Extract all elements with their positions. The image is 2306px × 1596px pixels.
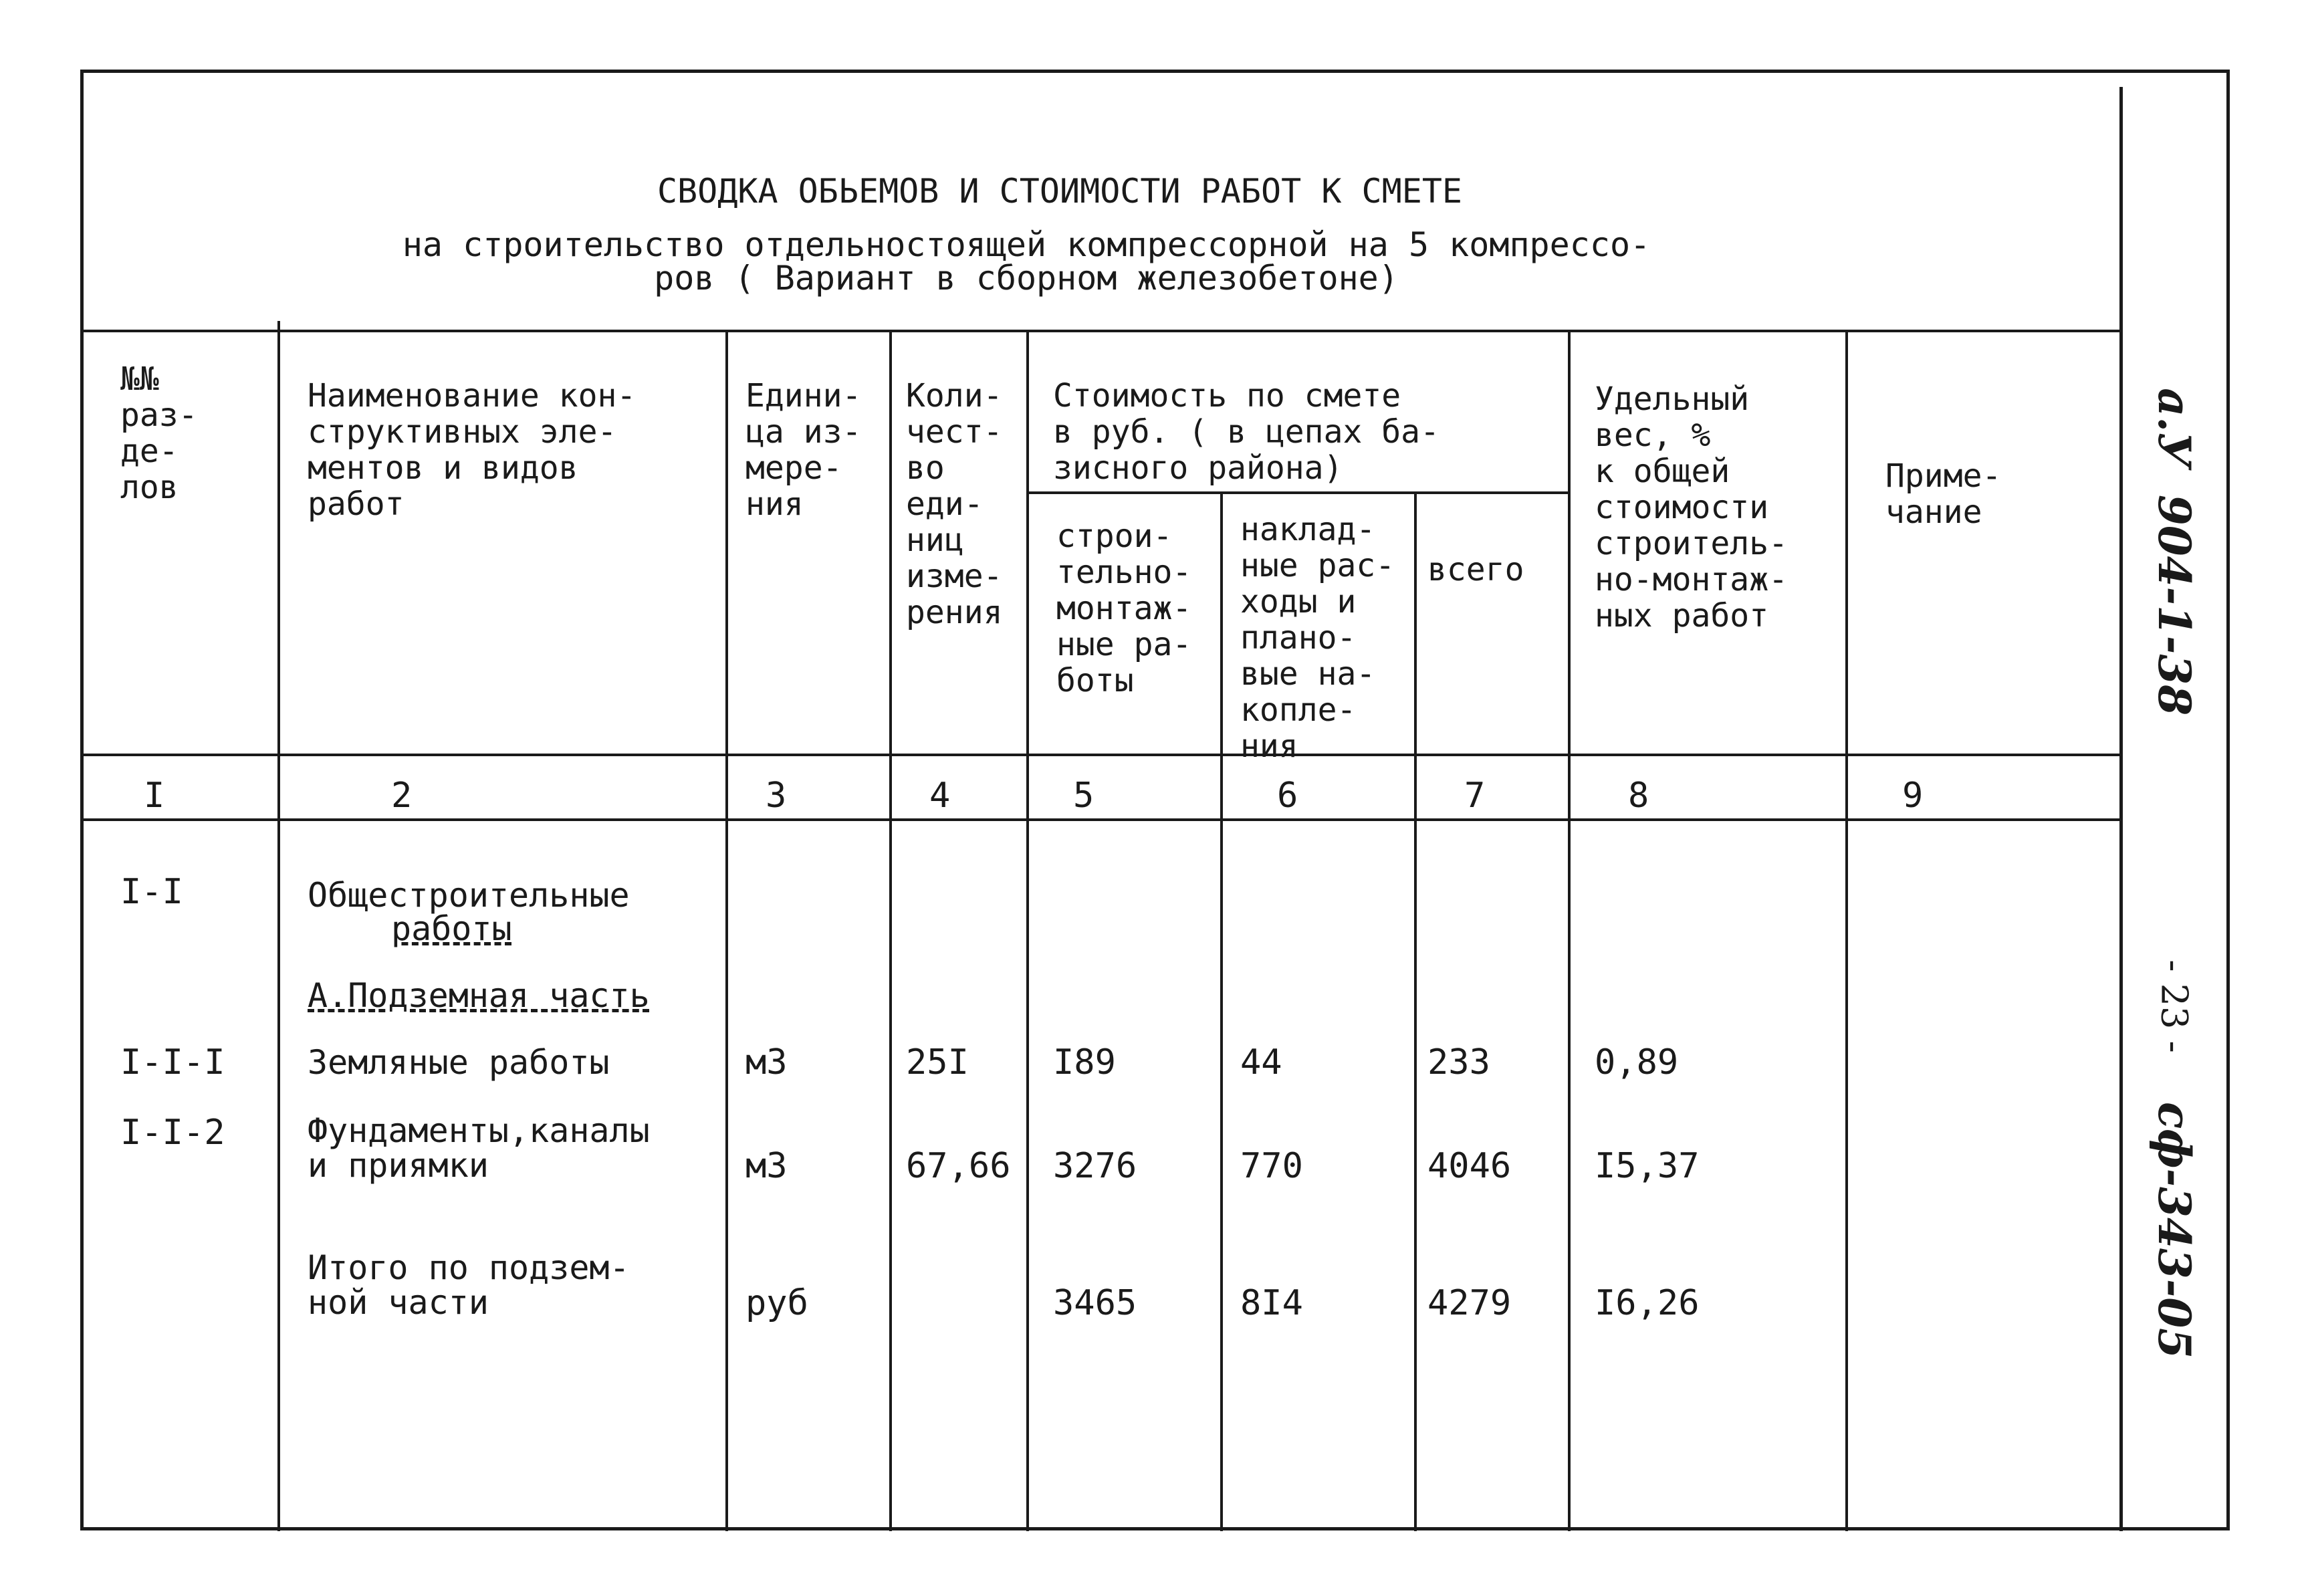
row-name: Итого по подзем- ной части: [308, 1248, 630, 1322]
row-overhead: 44: [1240, 1042, 1282, 1082]
row-construction-cost: 3465: [1053, 1283, 1137, 1323]
table-top-border: [82, 330, 2123, 332]
document-title: СВОДКА ОБЬЕМОВ И СТОИМОСТИ РАБОТ К СМЕТЕ: [657, 172, 1463, 211]
col-divider-6: [1414, 491, 1417, 1531]
col-divider-8: [1845, 330, 1848, 1531]
row-overhead: 770: [1240, 1146, 1303, 1186]
section-title-line2: работы: [391, 909, 512, 948]
col-divider-1: [277, 321, 280, 1531]
stamp-project-number: 904-1-38: [2148, 494, 2200, 716]
row-total: 4046: [1427, 1146, 1512, 1186]
column-number-3: 3: [766, 776, 787, 816]
header-total: всего: [1427, 551, 1524, 588]
row-unit: руб: [745, 1283, 808, 1323]
row-share: I5,37: [1595, 1146, 1700, 1186]
column-number-5: 5: [1073, 776, 1094, 816]
section-title-line1: Общестроительные: [308, 876, 630, 915]
header-element-name: Наименование кон- структивных эле- ментов и видов работ: [308, 377, 637, 523]
row-share: 0,89: [1595, 1042, 1679, 1082]
header-note: Приме- чание: [1885, 457, 2002, 531]
row-code: I-I-I: [120, 1042, 225, 1082]
stamp-series: а.У: [2148, 388, 2200, 468]
col-divider-7: [1568, 330, 1571, 1531]
row-construction-cost: I89: [1053, 1042, 1116, 1082]
header-overhead: наклад- ные рас- ходы и плано- вые на- копле- ния: [1240, 511, 1395, 765]
header-construction-cost: строи- тельно- монтаж- ные ра- боты: [1056, 518, 1192, 699]
stamp-page-number: - 23 -: [2153, 959, 2196, 1053]
header-bottom-border: [82, 754, 2123, 756]
section-code: I-I: [120, 872, 183, 912]
column-number-border: [82, 818, 2123, 821]
col-divider-2: [725, 330, 728, 1531]
column-number-1: I: [144, 776, 165, 816]
row-code: I-I-2: [120, 1113, 225, 1153]
header-share: Удельный вес, % к общей стоимости строитель- но-монтаж- ных работ: [1595, 380, 1788, 635]
row-name: Фундаменты,каналы и приямки: [308, 1111, 650, 1185]
document-subtitle-line2: ров ( Вариант в сборном железобетоне): [654, 259, 1399, 298]
row-quantity: 25I: [906, 1042, 969, 1082]
column-number-9: 9: [1902, 776, 1924, 816]
column-number-8: 8: [1628, 776, 1649, 816]
column-number-2: 2: [391, 776, 413, 816]
row-unit: м3: [745, 1042, 788, 1082]
row-quantity: 67,66: [906, 1146, 1011, 1186]
document-subtitle-line1: на строительство отдельностоящей компрессорной на 5 компрессо-: [402, 225, 1651, 264]
column-number-4: 4: [929, 776, 951, 816]
column-number-6: 6: [1277, 776, 1298, 816]
row-share: I6,26: [1595, 1283, 1700, 1323]
row-total: 4279: [1427, 1283, 1512, 1323]
header-unit: Едини- ца из- мере- ния: [745, 377, 862, 523]
header-quantity: Коли- чест- во еди- ниц изме- рения: [906, 377, 1003, 631]
row-unit: м3: [745, 1146, 788, 1186]
header-section-number: №№ раз- де- лов: [120, 360, 198, 506]
row-construction-cost: 3276: [1053, 1146, 1137, 1186]
subsection-title: А.Подземная часть: [308, 976, 650, 1015]
col-divider-5: [1220, 491, 1223, 1531]
row-name: Земляные работы: [308, 1043, 610, 1082]
row-overhead: 8I4: [1240, 1283, 1303, 1323]
cost-group-divider: [1026, 491, 1568, 494]
col-divider-4: [1026, 330, 1029, 1531]
header-cost-group: Стоимость по смете в руб. ( в цепах ба- зисного района): [1053, 377, 1439, 487]
row-total: 233: [1427, 1042, 1490, 1082]
stamp-code: сф-343-05: [2148, 1101, 2200, 1359]
column-number-7: 7: [1464, 776, 1486, 816]
col-divider-3: [889, 330, 892, 1531]
